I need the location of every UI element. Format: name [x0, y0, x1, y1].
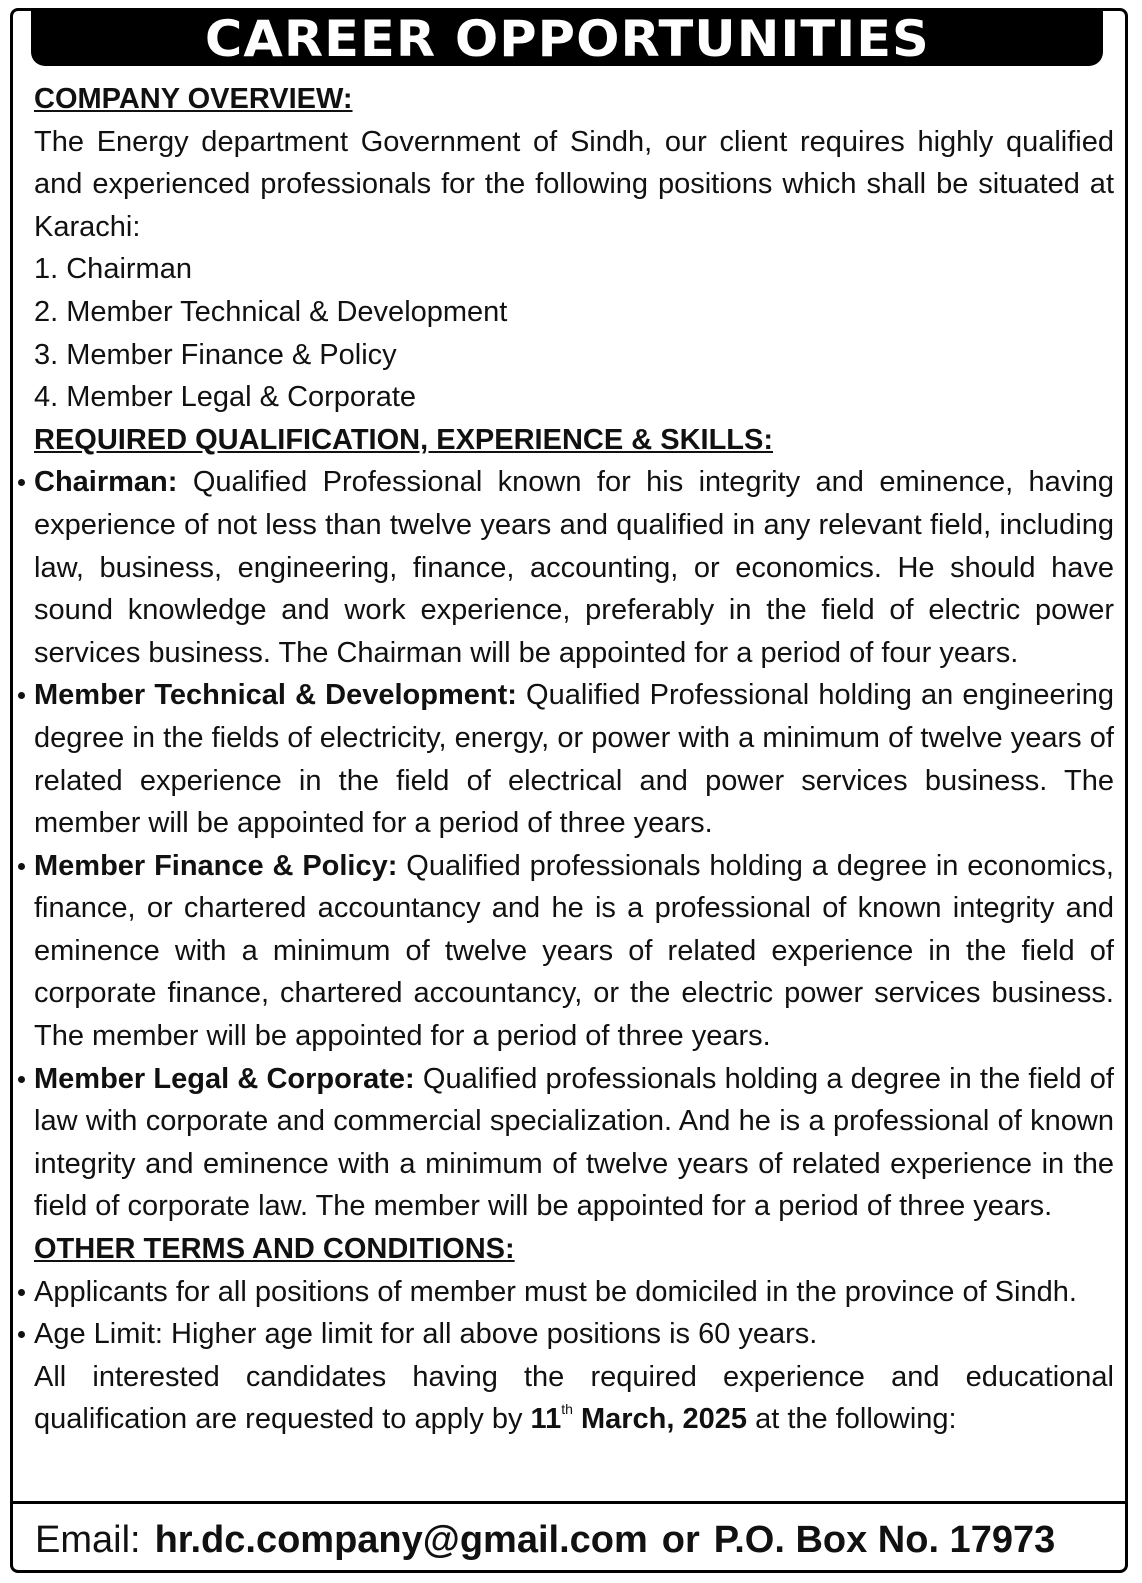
- closing-text-end: at the following:: [747, 1403, 957, 1436]
- qualification-item: [34, 845, 1114, 1058]
- role-label: Member Legal & Corporate:: [34, 1062, 415, 1095]
- role-label: Member Finance & Policy:: [34, 849, 398, 882]
- role-label: Member Technical & Development:: [34, 679, 517, 712]
- role-label: Chairman:: [34, 466, 178, 499]
- qualification-item: [34, 1058, 1114, 1228]
- page-title: CAREER OPPORTUNITIES: [204, 9, 930, 68]
- po-box: P.O. Box No. 17973: [713, 1518, 1056, 1561]
- role-description: Qualified Professional holding an engineering degree in the fields of electricity, energy, or power with a minimum of twelve years of related experience in the field of electrical and power services business. The member will be appointed for a period of three years.: [34, 679, 1114, 840]
- position-item: 3. Member Finance & Policy: [34, 338, 397, 371]
- role-description: Qualified professionals holding a degree in economics, finance, or chartered accountancy and he is a professional of known integrity and eminence with a minimum of twelve years of related experience in the field of corporate finance, chartered accountancy, or the electric power services business. The member will be appointed for a period of three years.: [34, 849, 1114, 1053]
- deadline-date: March, 2025: [572, 1403, 748, 1436]
- deadline-suffix: th: [561, 1401, 573, 1418]
- qualifications-heading: REQUIRED QUALIFICATION, EXPERIENCE & SKILLS:: [34, 423, 774, 456]
- overview-heading: COMPANY OVERVIEW:: [34, 83, 353, 115]
- main-content: [34, 78, 1114, 1441]
- email-label: Email:: [35, 1518, 141, 1561]
- position-item: 4. Member Legal & Corporate: [34, 381, 417, 414]
- contact-footer: [13, 1501, 1125, 1576]
- terms-item: Applicants for all positions of member must be domiciled in the province of Sindh.: [34, 1271, 1114, 1314]
- email-link[interactable]: hr.dc.company@gmail.com: [154, 1518, 648, 1561]
- deadline-day: 11: [530, 1403, 562, 1436]
- qualification-item: [34, 674, 1114, 844]
- or-text: or: [661, 1518, 700, 1561]
- position-item: 2. Member Technical & Development: [34, 295, 508, 328]
- position-item: 1. Chairman: [34, 253, 192, 286]
- overview-text: The Energy department Government of Sindh, our client requires highly qualified and experienced professionals for the following positions which shall be situated at Karachi:: [34, 125, 1114, 243]
- closing-text-start: All interested candidates having the required experience and educational qualification are requested to apply by: [34, 1360, 1114, 1436]
- advertisement: [10, 8, 1128, 1573]
- qualification-item: [34, 461, 1114, 674]
- closing-text: [34, 1356, 1114, 1441]
- title-banner: [31, 11, 1103, 66]
- role-description: Qualified professionals holding a degree in the field of law with corporate and commercial specialization. And he is a professional of known integrity and eminence with a minimum of twelve years of related experience in the field of corporate law. The member will be appointed for a period of three years.: [34, 1062, 1114, 1223]
- terms-heading: OTHER TERMS AND CONDITIONS:: [34, 1233, 515, 1266]
- role-description: Qualified Professional known for his integrity and eminence, having experience of not less than twelve years and qualified in any relevant field, including law, business, engineering, finance, accounting, or economics. He should have sound knowledge and work experience, preferably in the field of electric power services business. The Chairman will be appointed for a period of four years.: [34, 466, 1114, 669]
- terms-item: Age Limit: Higher age limit for all above positions is 60 years.: [34, 1313, 1114, 1356]
